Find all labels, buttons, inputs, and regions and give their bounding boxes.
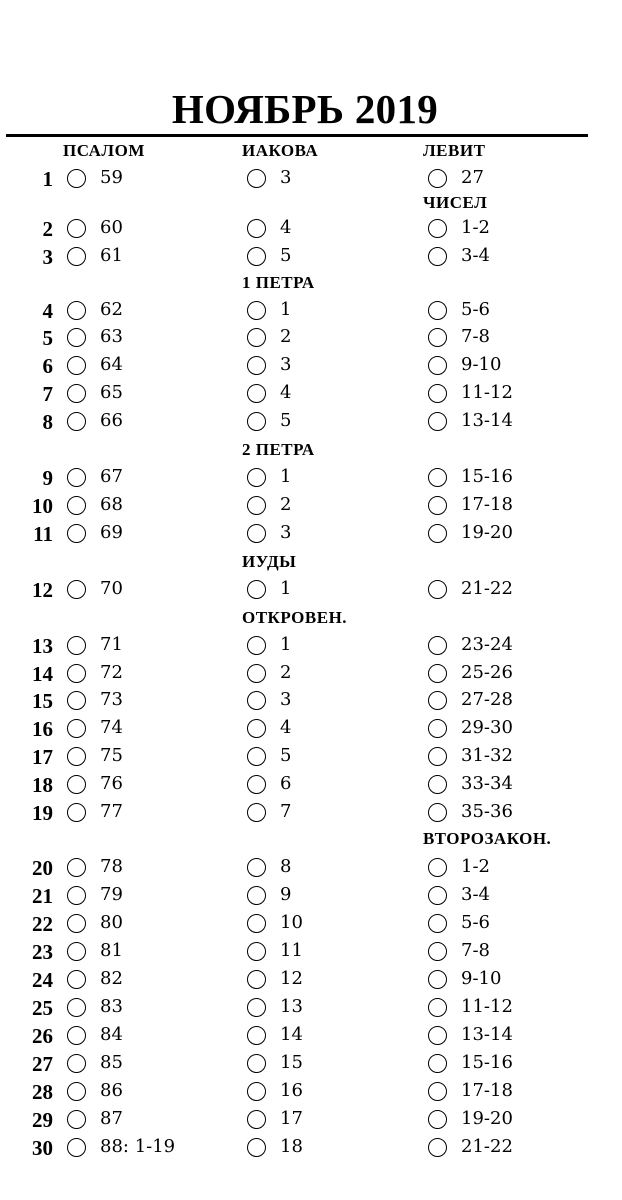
day-number: 10 [32,494,53,518]
chapter-reference: 59 [100,167,123,188]
chapter-reference: 80 [100,912,123,933]
chapter-reference: 11 [280,940,303,961]
chapter-reference: 60 [100,217,123,238]
day-number: 27 [32,1052,53,1076]
chapter-reference: 79 [100,884,123,905]
chapter-reference: 63 [100,326,123,347]
reading-checkbox[interactable] [67,328,86,347]
chapter-reference: 7-8 [461,940,490,961]
day-number: 5 [42,326,53,350]
chapter-reference: 27 [461,167,484,188]
reading-checkbox[interactable] [67,580,86,599]
reading-checkbox[interactable] [67,1110,86,1129]
reading-checkbox[interactable] [67,970,86,989]
chapter-reference: 82 [100,968,123,989]
chapter-reference: 19-20 [461,522,513,543]
reading-checkbox[interactable] [247,664,266,683]
day-number: 19 [32,801,53,825]
chapter-reference: 11-12 [461,996,513,1017]
chapter-reference: 14 [280,1024,303,1045]
day-number: 11 [33,522,53,546]
reading-checkbox[interactable] [247,412,266,431]
chapter-reference: 21-22 [461,578,513,599]
chapter-reference: 66 [100,410,123,431]
chapter-reference: 6 [280,773,292,794]
reading-checkbox[interactable] [67,942,86,961]
reading-checkbox[interactable] [67,384,86,403]
chapter-reference: 72 [100,662,123,683]
chapter-reference: 1 [280,299,292,320]
reading-checkbox[interactable] [247,580,266,599]
chapter-reference: 13-14 [461,1024,513,1045]
reading-checkbox[interactable] [428,356,447,375]
chapter-reference: 68 [100,494,123,515]
day-number: 29 [32,1108,53,1132]
reading-checkbox[interactable] [247,219,266,238]
day-number: 6 [42,354,53,378]
chapter-reference: 15-16 [461,1052,513,1073]
day-number: 23 [32,940,53,964]
reading-checkbox[interactable] [67,803,86,822]
chapter-reference: 86 [100,1080,123,1101]
reading-checkbox[interactable] [67,301,86,320]
reading-checkbox[interactable] [67,247,86,266]
chapter-reference: 18 [280,1136,303,1157]
chapter-reference: 4 [280,382,292,403]
reading-checkbox[interactable] [247,1138,266,1157]
column-heading: ОТКРОВЕН. [242,608,348,627]
chapter-reference: 3-4 [461,245,490,266]
reading-checkbox[interactable] [247,356,266,375]
chapter-reference: 3 [280,354,292,375]
chapter-reference: 1 [280,466,292,487]
day-number: 14 [32,662,53,686]
reading-checkbox[interactable] [428,219,447,238]
chapter-reference: 78 [100,856,123,877]
reading-checkbox[interactable] [428,858,447,877]
reading-checkbox[interactable] [428,942,447,961]
reading-checkbox[interactable] [428,496,447,515]
reading-checkbox[interactable] [247,998,266,1017]
day-number: 16 [32,717,53,741]
reading-checkbox[interactable] [67,998,86,1017]
reading-checkbox[interactable] [428,1110,447,1129]
day-number: 1 [42,167,53,191]
reading-checkbox[interactable] [428,970,447,989]
reading-checkbox[interactable] [428,384,447,403]
reading-checkbox[interactable] [247,468,266,487]
reading-checkbox[interactable] [247,524,266,543]
chapter-reference: 1-2 [461,856,490,877]
reading-checkbox[interactable] [428,1026,447,1045]
chapter-reference: 35-36 [461,801,513,822]
reading-checkbox[interactable] [247,301,266,320]
chapter-reference: 4 [280,717,292,738]
reading-checkbox[interactable] [428,775,447,794]
title-divider [6,134,588,137]
reading-checkbox[interactable] [67,636,86,655]
day-number: 8 [42,410,53,434]
day-number: 13 [32,634,53,658]
chapter-reference: 27-28 [461,689,513,710]
column-heading: ЛЕВИТ [423,141,486,160]
reading-checkbox[interactable] [428,747,447,766]
chapter-reference: 3 [280,689,292,710]
reading-checkbox[interactable] [67,169,86,188]
reading-checkbox[interactable] [247,691,266,710]
reading-checkbox[interactable] [67,886,86,905]
day-number: 2 [42,217,53,241]
chapter-reference: 67 [100,466,123,487]
reading-checkbox[interactable] [67,468,86,487]
reading-checkbox[interactable] [67,914,86,933]
reading-checkbox[interactable] [247,1082,266,1101]
day-number: 22 [32,912,53,936]
chapter-reference: 17-18 [461,1080,513,1101]
reading-checkbox[interactable] [428,914,447,933]
chapter-reference: 71 [100,634,123,655]
chapter-reference: 5 [280,410,292,431]
chapter-reference: 3-4 [461,884,490,905]
reading-checkbox[interactable] [67,1082,86,1101]
chapter-reference: 9-10 [461,968,502,989]
chapter-reference: 7-8 [461,326,490,347]
column-heading: 2 ПЕТРА [242,440,315,459]
reading-checkbox[interactable] [247,1026,266,1045]
chapter-reference: 5-6 [461,299,490,320]
reading-checkbox[interactable] [428,664,447,683]
column-heading: ПСАЛОМ [63,141,145,160]
reading-checkbox[interactable] [428,524,447,543]
chapter-reference: 1 [280,634,292,655]
reading-checkbox[interactable] [67,664,86,683]
chapter-reference: 74 [100,717,123,738]
day-number: 24 [32,968,53,992]
day-number: 25 [32,996,53,1020]
chapter-reference: 87 [100,1108,123,1129]
page-title: НОЯБРЬ 2019 [171,86,439,132]
day-number: 3 [42,245,53,269]
chapter-reference: 13-14 [461,410,513,431]
chapter-reference: 83 [100,996,123,1017]
day-number: 30 [32,1136,53,1160]
reading-checkbox[interactable] [247,328,266,347]
chapter-reference: 17 [280,1108,303,1129]
reading-checkbox[interactable] [247,1110,266,1129]
chapter-reference: 31-32 [461,745,513,766]
chapter-reference: 2 [280,326,292,347]
reading-checkbox[interactable] [247,636,266,655]
reading-checkbox[interactable] [247,247,266,266]
chapter-reference: 25-26 [461,662,513,683]
reading-checkbox[interactable] [428,169,447,188]
column-heading: ИУДЫ [242,552,297,571]
chapter-reference: 64 [100,354,123,375]
reading-checkbox[interactable] [247,803,266,822]
day-number: 7 [42,382,53,406]
chapter-reference: 61 [100,245,123,266]
reading-checkbox[interactable] [428,886,447,905]
day-number: 4 [42,299,53,323]
reading-checkbox[interactable] [67,412,86,431]
reading-checkbox[interactable] [67,219,86,238]
chapter-reference: 70 [100,578,123,599]
chapter-reference: 88: 1-19 [100,1136,176,1157]
reading-checkbox[interactable] [67,858,86,877]
day-number: 21 [32,884,53,908]
chapter-reference: 1 [280,578,292,599]
chapter-reference: 16 [280,1080,303,1101]
chapter-reference: 3 [280,522,292,543]
reading-checkbox[interactable] [67,496,86,515]
chapter-reference: 9-10 [461,354,502,375]
reading-checkbox[interactable] [247,169,266,188]
chapter-reference: 77 [100,801,123,822]
reading-checkbox[interactable] [247,914,266,933]
reading-checkbox[interactable] [67,524,86,543]
chapter-reference: 76 [100,773,123,794]
day-number: 18 [32,773,53,797]
chapter-reference: 17-18 [461,494,513,515]
reading-checkbox[interactable] [67,356,86,375]
day-number: 17 [32,745,53,769]
chapter-reference: 12 [280,968,303,989]
chapter-reference: 5 [280,245,292,266]
chapter-reference: 11-12 [461,382,513,403]
reading-checkbox[interactable] [67,1138,86,1157]
chapter-reference: 15 [280,1052,303,1073]
reading-checkbox[interactable] [247,384,266,403]
reading-checkbox[interactable] [428,247,447,266]
day-number: 12 [32,578,53,602]
reading-checkbox[interactable] [428,1054,447,1073]
reading-checkbox[interactable] [428,998,447,1017]
reading-checkbox[interactable] [428,803,447,822]
chapter-reference: 73 [100,689,123,710]
chapter-reference: 1-2 [461,217,490,238]
chapter-reference: 10 [280,912,303,933]
chapter-reference: 5 [280,745,292,766]
reading-checkbox[interactable] [67,691,86,710]
reading-checkbox[interactable] [428,328,447,347]
reading-checkbox[interactable] [67,1054,86,1073]
reading-checkbox[interactable] [67,775,86,794]
day-number: 15 [32,689,53,713]
column-heading: ЧИСЕЛ [423,193,488,212]
column-heading: 1 ПЕТРА [242,273,315,292]
reading-checkbox[interactable] [67,747,86,766]
day-number: 9 [42,466,53,490]
day-number: 26 [32,1024,53,1048]
chapter-reference: 19-20 [461,1108,513,1129]
chapter-reference: 85 [100,1052,123,1073]
chapter-reference: 84 [100,1024,123,1045]
chapter-reference: 81 [100,940,123,961]
reading-checkbox[interactable] [247,886,266,905]
reading-checkbox[interactable] [428,468,447,487]
chapter-reference: 9 [280,884,292,905]
chapter-reference: 4 [280,217,292,238]
chapter-reference: 2 [280,494,292,515]
reading-checkbox[interactable] [247,970,266,989]
day-number: 28 [32,1080,53,1104]
chapter-reference: 69 [100,522,123,543]
reading-checkbox[interactable] [428,719,447,738]
chapter-reference: 8 [280,856,292,877]
reading-checkbox[interactable] [428,580,447,599]
column-heading: ИАКОВА [242,141,319,160]
reading-checkbox[interactable] [247,719,266,738]
chapter-reference: 15-16 [461,466,513,487]
reading-checkbox[interactable] [428,636,447,655]
chapter-reference: 33-34 [461,773,513,794]
chapter-reference: 3 [280,167,292,188]
reading-checkbox[interactable] [428,1138,447,1157]
reading-checkbox[interactable] [428,1082,447,1101]
chapter-reference: 75 [100,745,123,766]
column-heading: ВТОРОЗАКОН. [423,829,552,848]
chapter-reference: 5-6 [461,912,490,933]
chapter-reference: 62 [100,299,123,320]
reading-checkbox[interactable] [247,1054,266,1073]
reading-checkbox[interactable] [247,775,266,794]
reading-checkbox[interactable] [67,719,86,738]
chapter-reference: 13 [280,996,303,1017]
reading-checkbox[interactable] [247,496,266,515]
chapter-reference: 2 [280,662,292,683]
reading-checkbox[interactable] [428,691,447,710]
reading-checkbox[interactable] [428,301,447,320]
chapter-reference: 21-22 [461,1136,513,1157]
reading-checkbox[interactable] [247,747,266,766]
reading-checkbox[interactable] [428,412,447,431]
chapter-reference: 29-30 [461,717,513,738]
chapter-reference: 23-24 [461,634,513,655]
day-number: 20 [32,856,53,880]
reading-checkbox[interactable] [247,858,266,877]
chapter-reference: 7 [280,801,292,822]
chapter-reference: 65 [100,382,123,403]
reading-checkbox[interactable] [67,1026,86,1045]
reading-checkbox[interactable] [247,942,266,961]
